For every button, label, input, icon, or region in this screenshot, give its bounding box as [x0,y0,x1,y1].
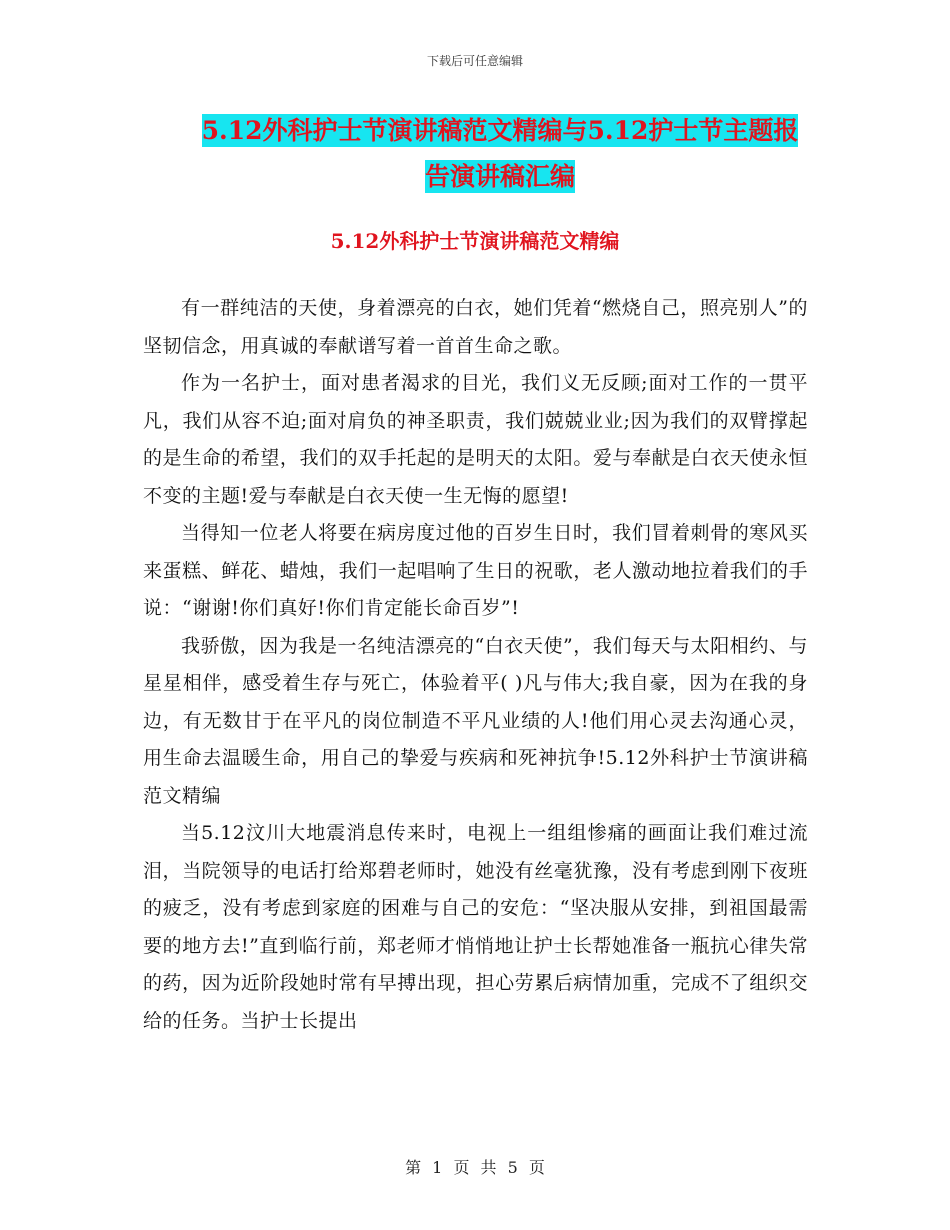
paragraph: 当5.12汶川大地震消息传来时，电视上一组组惨痛的画面让我们难过流泪，当院领导的电话打给郑碧老师时，她没有丝毫犹豫，没有考虑到刚下夜班的疲乏，没有考虑到家庭的困难与自己的安危：“坚决服从安排，到祖国最需要的地方去!”直到临行前，郑老师才悄悄地让护士长帮她准备一瓶抗心律失常的药，因为近阶段她时常有早搏出现，担心劳累后病情加重，完成不了组织交给的任务。当护士长提出 [143,822,808,1032]
page-header-note: 下载后可任意编辑 [426,54,523,68]
paragraph: 我骄傲，因为我是一名纯洁漂亮的“白衣天使”，我们每天与太阳相约、与星星相伴，感受着生存与死亡，体验着平( )凡与伟大;我自豪，因为在我的身边，有无数甘于在平凡的岗位制造不平凡业绩的人!他们用心灵去沟通心灵，用生命去温暖生命，用自己的挚爱与疾病和死神抗争!5.12外科护士节演讲稿范文精编 [143,634,808,807]
document-title-line-2: 告演讲稿汇编 [424,162,575,191]
paragraph: 当得知一位老人将要在病房度过他的百岁生日时，我们冒着刺骨的寒风买来蛋糕、鲜花、蜡烛，我们一起唱响了生日的祝歌，老人激动地拉着我们的手说：“谢谢!你们真好!你们肯定能长命百岁”! [143,522,808,619]
document-title-line-1: 5.12外科护士节演讲稿范文精编与5.12护士节主题报 [201,116,799,145]
section-heading: 5.12外科护士节演讲稿范文精编 [330,229,620,253]
document-body [143,290,808,1040]
paragraph: 作为一名护士，面对患者渴求的目光，我们义无反顾;面对工作的一贯平凡，我们从容不迫;面对肩负的神圣职责，我们兢兢业业;因为我们的双臂撑起的是生命的希望，我们的双手托起的是明天的太阳。爱与奉献是白衣天使永恒不变的主题!爱与奉献是白衣天使一生无悔的愿望! [143,372,808,507]
page-number: 第 1 页 共 5 页 [405,1158,545,1177]
document-title [120,108,880,200]
paragraph: 有一群纯洁的天使，身着漂亮的白衣，她们凭着“燃烧自己，照亮别人”的坚韧信念，用真诚的奉献谱写着一首首生命之歌。 [143,297,808,357]
